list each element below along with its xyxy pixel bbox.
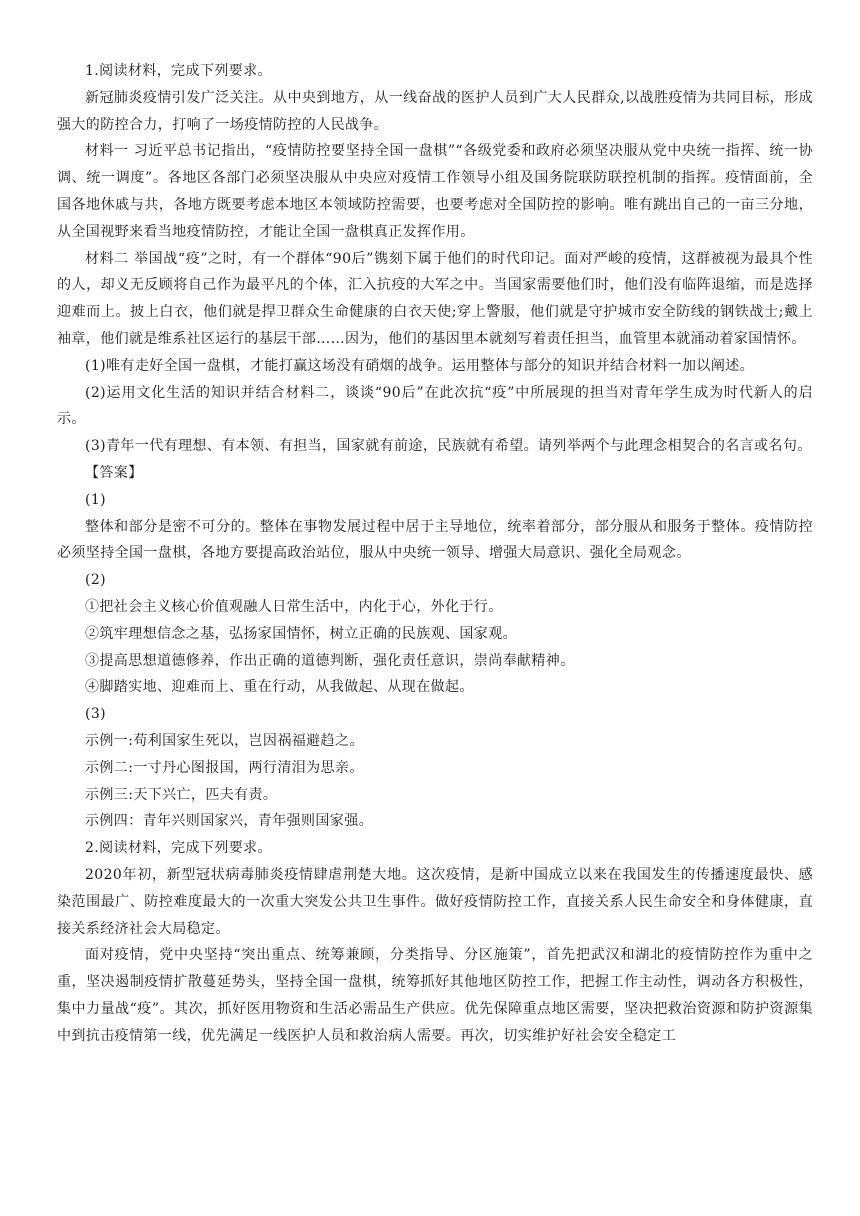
answer-3-example-4: 示例四：青年兴则国家兴，青年强则国家强。 bbox=[85, 813, 373, 830]
question-2-heading: 2.阅读材料，完成下列要求。 bbox=[85, 840, 272, 857]
answer-3-example-2: 示例二:一寸丹心图报国，两行清泪为思亲。 bbox=[85, 759, 364, 776]
answer-3-example-3: 示例三:天下兴亡，匹夫有责。 bbox=[85, 786, 278, 803]
answer-1-text: 整体和部分是密不可分的。整体在事物发展过程中居于主导地位，统率着部分，部分服从和服务于整体。疫情防控必须坚持全国一盘棋，各地方要提高政治站位，服从中央统一领导、增强大局意识、强化全局观念。 bbox=[57, 518, 813, 562]
answer-2-point-3: ③提高思想道德修养，作出正确的道德判断，强化责任意识，崇尚奉献精神。 bbox=[85, 652, 575, 669]
answer-2-point-2: ②筑牢理想信念之基，弘扬家国情怀，树立正确的民族观、国家观。 bbox=[85, 625, 517, 642]
sub-question-3: (3)青年一代有理想、有本领、有担当，国家就有前途，民族就有希望。请列举两个与此理念相契合的名言或名句。 bbox=[85, 438, 812, 455]
answer-heading: 【答案】 bbox=[85, 464, 143, 481]
answer-3-example-1: 示例一:苟利国家生死以，岂因祸福避趋之。 bbox=[85, 732, 364, 749]
sub-question-1: (1)唯有走好全国一盘棋，才能打赢这场没有硝烟的战争。运用整体与部分的知识并结合材料一加以阐述。 bbox=[85, 357, 755, 374]
answer-2-point-1: ①把社会主义核心价值观融人日常生活中，内化于心，外化于行。 bbox=[85, 598, 503, 615]
material-one-paragraph: 材料一 习近平总书记指出，“疫情防控要坚持全国一盘棋”“各级党委和政府必须坚决服从党中央统一指挥、统一协调、统一调度”。各地区各部门必须坚决服从中央应对疫情工作领导小组及国务院联防联控机制的指挥。疫情面前，全国各地休戚与共，各地方既要考虑本地区本领域防控需要，也要考虑对全国防控的影响。唯有跳出自己的一亩三分地，从全国视野来看当地疫情防控，才能让全国一盘棋真正发挥作用。 bbox=[57, 143, 813, 240]
answer-2-label: (2) bbox=[85, 572, 107, 589]
sub-question-2: (2)运用文化生活的知识并结合材料二，谈谈“90后”在此次抗“疫”中所展现的担当对青年学生成为时代新人的启示。 bbox=[57, 384, 813, 428]
answer-1-label: (1) bbox=[85, 491, 107, 508]
intro-paragraph: 新冠肺炎疫情引发广泛关注。从中央到地方，从一线奋战的医护人员到广大人民群众,以战胜疫情为共同目标，形成强大的防控合力，打响了一场疫情防控的人民战争。 bbox=[57, 89, 813, 133]
question-2-paragraph-2: 面对疫情，党中央坚持“突出重点、统筹兼顾，分类指导、分区施策”，首先把武汉和湖北的疫情防控作为重中之重，坚决遏制疫情扩散蔓延势头，坚持全国一盘棋，统筹抓好其他地区防控工作，把握工作主动性，调动各方积极性，集中力量战“疫”。其次，抓好医用物资和生活必需品生产供应。优先保障重点地区需要，坚决把救治资源和防护资源集中到抗击疫情第一线，优先满足一线医护人员和救治病人需要。再次，切实维护好社会安全稳定工 bbox=[57, 947, 813, 1044]
document-page bbox=[57, 58, 813, 1049]
answer-2-point-4: ④脚踏实地、迎难而上、重在行动，从我做起、从现在做起。 bbox=[85, 679, 474, 696]
answer-3-label: (3) bbox=[85, 706, 107, 723]
question-2-paragraph-1: 2020年初，新型冠状病毒肺炎疫情肆虐荆楚大地。这次疫情，是新中国成立以来在我国发生的传播速度最快、感染范围最广、防控难度最大的一次重大突发公共卫生事件。做好疫情防控工作，直接关系人民生命安全和身体健康，直接关系经济社会大局稳定。 bbox=[57, 866, 813, 937]
question-1-heading: 1.阅读材料，完成下列要求。 bbox=[85, 63, 272, 79]
material-two-paragraph: 材料二 举国战“疫”之时，有一个群体“90后”镌刻下属于他们的时代印记。面对严峻的疫情，这群被视为最具个性的人，却义无反顾将自己作为最平凡的个体，汇入抗疫的大军之中。当国家需要他们时，他们没有临阵退缩，而是选择迎难而上。披上白衣，他们就是捍卫群众生命健康的白衣天使;穿上警服，他们就是守护城市安全防线的钢铁战士;戴上袖章，他们就是维系社区运行的基层干部……因为，他们的基因里本就刻写着责任担当，血管里本就涌动着家国情怀。 bbox=[57, 250, 813, 347]
